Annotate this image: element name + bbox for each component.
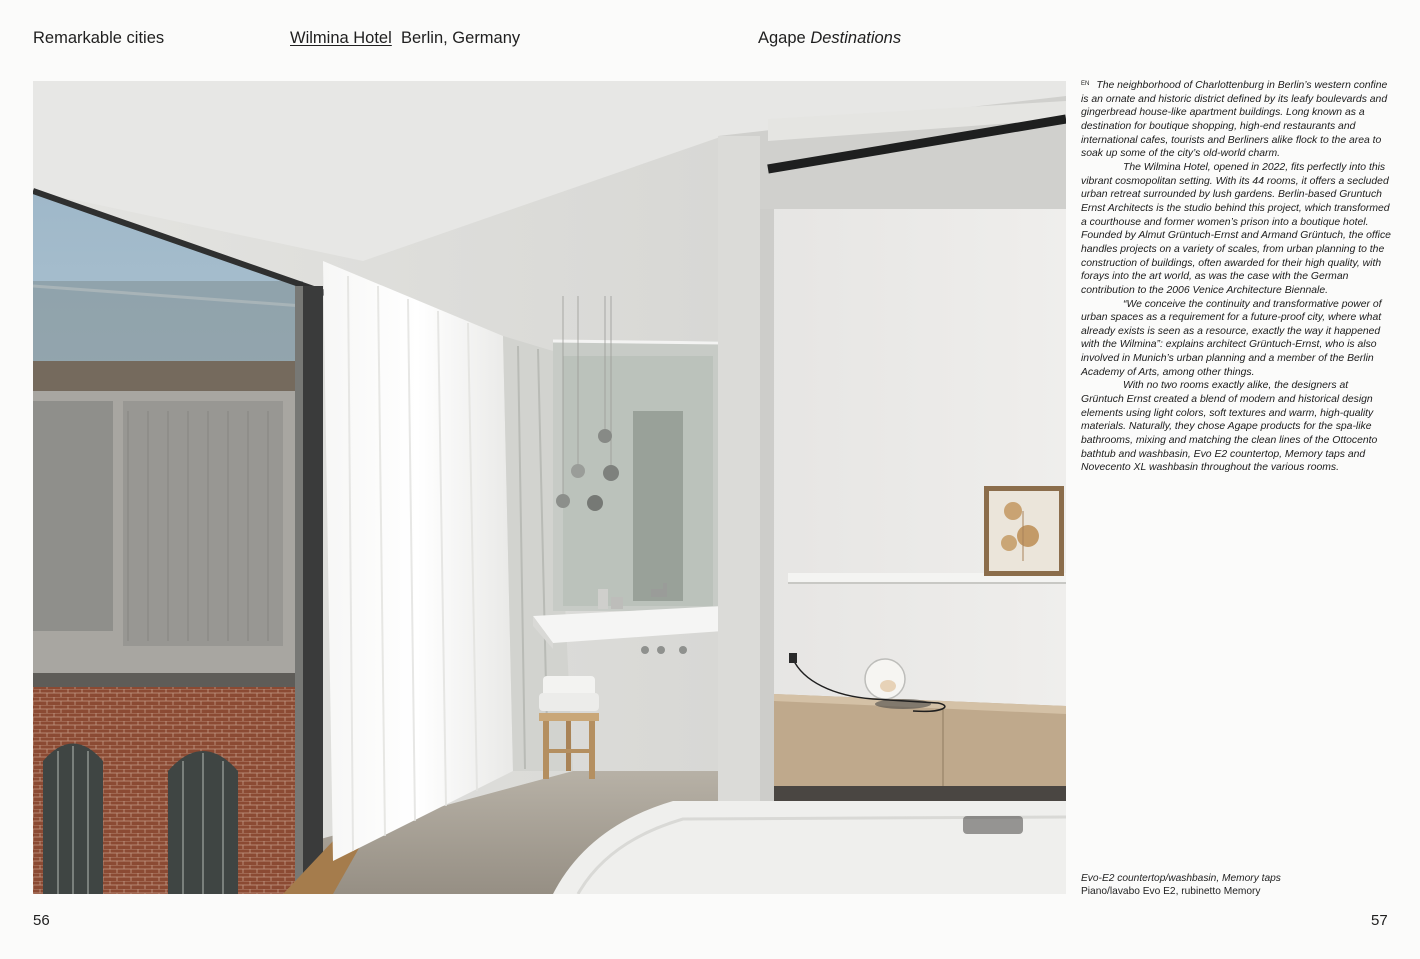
section-title: Remarkable cities — [33, 29, 165, 47]
brand-suffix: Destinations — [810, 29, 902, 47]
brand-heading — [758, 29, 901, 48]
page-number-right: 57 — [1371, 912, 1388, 929]
photo-caption — [1081, 872, 1401, 898]
article-heading — [290, 29, 520, 48]
caption-english: Evo-E2 countertop/washbasin, Memory taps — [1081, 873, 1281, 884]
language-tag: EN — [1081, 81, 1090, 87]
hotel-name: Wilmina Hotel — [290, 29, 392, 47]
article-paragraph: With no two rooms exactly alike, the designers at Grüntuch Ernst created a blend of modern and historical design elements using light colors, soft textures and warm, high-quality materials. Naturally, they chose Agape products for the spa-like bathrooms, mixing and matching the clean lines of the Ottocento bathtub and washbasin, Evo E2 countertop, Memory taps and Novecento XL washbasin throughout the various rooms. — [1081, 380, 1378, 474]
article-paragraph: $^{EN}$ The neighborhood of Charlottenburg in Berlin’s western confine is an ornate and historic district defined by its leafy boulevards and gingerbread house-like apartment buildings. Long known as a destination for boutique shopping, high-end restaurants and international cafes, tourists and Berliners alike flock to the area to soak up some of the city’s old-world charm. — [1081, 80, 1388, 160]
page-number-left: 56 — [33, 912, 50, 929]
hotel-room-photo — [33, 81, 1066, 894]
hotel-location: Berlin, Germany — [400, 29, 521, 47]
article-body — [1081, 79, 1391, 475]
article-paragraph: “We conceive the continuity and transformative power of urban spaces as a requirement for a future-proof city, where what already exists is seen as a resource, exactly the way it happened with the Wilmina”: explains architect Grüntuch-Ernst, who is also involved in Munich’s urban planning and a member of the Berlin Academy of Arts, among other things. — [1081, 298, 1382, 378]
caption-italian: Piano/lavabo Evo E2, rubinetto Memory — [1081, 886, 1261, 897]
article-paragraph: The Wilmina Hotel, opened in 2022, fits perfectly into this vibrant cosmopolitan setting. With its 44 rooms, it offers a secluded urban retreat surrounded by lush gardens. Berlin-based Gruntuch Ernst Architects is the studio behind this project, which transformed a courthouse and former women’s prison into a boutique hotel. Founded by Almut Grüntuch-Ernst and Armand Grüntuch, the office handles projects on a variety of scales, from urban planning to the construction of buildings, often awarded for their high quality, with forays into the art world, as was the case with the German contribution to the 2006 Venice Architecture Biennale. — [1081, 161, 1391, 296]
picture-frame-icon — [984, 486, 1064, 576]
brand-name: Agape — [758, 29, 806, 47]
